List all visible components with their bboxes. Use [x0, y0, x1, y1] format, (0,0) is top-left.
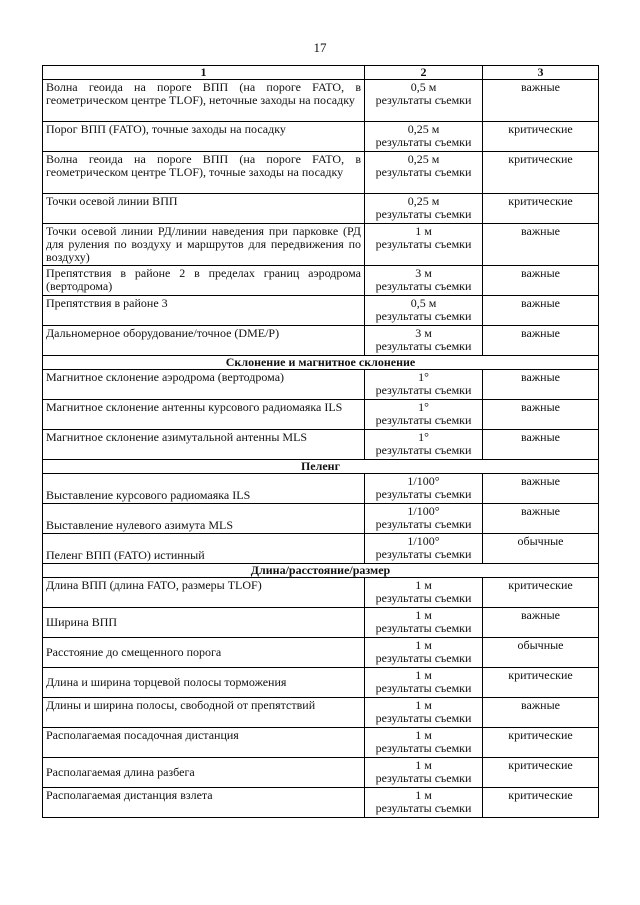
- accuracy-cell: [365, 326, 483, 356]
- integrity-cell: критические: [483, 758, 599, 788]
- accuracy-cell: [365, 266, 483, 296]
- accuracy-cell: [365, 474, 483, 504]
- accuracy-cell: [365, 194, 483, 224]
- accuracy-source: результаты съемки: [375, 237, 472, 251]
- accuracy-value: 1 м: [415, 578, 432, 592]
- parameter-cell: Располагаемая посадочная дистанция: [43, 728, 365, 758]
- integrity-cell: критические: [483, 728, 599, 758]
- integrity-cell: важные: [483, 326, 599, 356]
- table-row: [43, 224, 599, 266]
- accuracy-source: результаты съемки: [375, 651, 472, 665]
- parameter-cell: Длина ВПП (длина FATO, размеры TLOF): [43, 578, 365, 608]
- accuracy-cell: [365, 728, 483, 758]
- parameter-cell: Располагаемая дистанция взлета: [43, 788, 365, 818]
- section-title: Пеленг: [43, 460, 599, 474]
- accuracy-source: результаты съемки: [375, 487, 472, 501]
- integrity-cell: важные: [483, 266, 599, 296]
- integrity-cell: обычные: [483, 638, 599, 668]
- table-row: [43, 80, 599, 122]
- integrity-cell: важные: [483, 224, 599, 266]
- accuracy-source: результаты съемки: [375, 413, 472, 427]
- accuracy-source: результаты съемки: [375, 383, 472, 397]
- integrity-cell: критические: [483, 194, 599, 224]
- accuracy-value: 0,25 м: [407, 122, 440, 136]
- table-header-row: [43, 66, 599, 80]
- table-row: [43, 504, 599, 534]
- accuracy-cell: [365, 122, 483, 152]
- table-row: [43, 534, 599, 564]
- accuracy-source: результаты съемки: [375, 517, 472, 531]
- parameter-cell: Точки осевой линии ВПП: [43, 194, 365, 224]
- table-row: [43, 122, 599, 152]
- accuracy-source: результаты съемки: [375, 621, 472, 635]
- parameter-cell: Дальномерное оборудование/точное (DME/P): [43, 326, 365, 356]
- integrity-cell: критические: [483, 578, 599, 608]
- table-row: [43, 430, 599, 460]
- accuracy-value: 1 м: [415, 668, 432, 682]
- accuracy-source: результаты съемки: [375, 801, 472, 815]
- accuracy-source: результаты съемки: [375, 771, 472, 785]
- integrity-cell: критические: [483, 788, 599, 818]
- integrity-cell: важные: [483, 698, 599, 728]
- table-row: [43, 698, 599, 728]
- accuracy-cell: [365, 430, 483, 460]
- accuracy-value: 3 м: [415, 266, 432, 280]
- accuracy-source: результаты съемки: [375, 547, 472, 561]
- accuracy-value: 1/100°: [407, 504, 440, 518]
- table-row: [43, 296, 599, 326]
- integrity-cell: критические: [483, 668, 599, 698]
- parameter-cell: Порог ВПП (FATO), точные заходы на посадку: [43, 122, 365, 152]
- table-row: [43, 370, 599, 400]
- accuracy-source: результаты съемки: [375, 135, 472, 149]
- table-row: [43, 788, 599, 818]
- table-row: [43, 758, 599, 788]
- integrity-cell: важные: [483, 80, 599, 122]
- accuracy-value: 1 м: [415, 608, 432, 622]
- page-number: 17: [313, 40, 327, 55]
- accuracy-cell: [365, 400, 483, 430]
- accuracy-cell: [365, 504, 483, 534]
- accuracy-cell: [365, 224, 483, 266]
- parameter-cell: Располагаемая длина разбега: [43, 758, 365, 788]
- section-title: Склонение и магнитное склонение: [43, 356, 599, 370]
- table-row: [43, 400, 599, 430]
- accuracy-value: 1 м: [415, 758, 432, 772]
- parameter-cell: Магнитное склонение аэродрома (вертодрома): [43, 370, 365, 400]
- accuracy-source: результаты съемки: [375, 443, 472, 457]
- integrity-cell: важные: [483, 400, 599, 430]
- table-row: [43, 578, 599, 608]
- accuracy-source: результаты съемки: [375, 165, 472, 179]
- accuracy-source: результаты съемки: [375, 207, 472, 221]
- parameter-cell: Выставление курсового радиомаяка ILS: [43, 474, 365, 504]
- section-header-row: [43, 356, 599, 370]
- accuracy-cell: [365, 296, 483, 326]
- accuracy-cell: [365, 370, 483, 400]
- parameter-cell: Выставление нулевого азимута MLS: [43, 504, 365, 534]
- accuracy-source: результаты съемки: [375, 741, 472, 755]
- parameter-cell: Расстояние до смещенного порога: [43, 638, 365, 668]
- integrity-cell: важные: [483, 296, 599, 326]
- accuracy-cell: [365, 668, 483, 698]
- parameter-cell: Волна геоида на пороге ВПП (на пороге FATO, в геометрическом центре TLOF), точные заходы на посадку: [43, 152, 365, 194]
- table-row: [43, 194, 599, 224]
- accuracy-value: 1 м: [415, 788, 432, 802]
- accuracy-value: 1°: [418, 430, 429, 444]
- accuracy-cell: [365, 638, 483, 668]
- accuracy-source: результаты съемки: [375, 279, 472, 293]
- accuracy-value: 1°: [418, 400, 429, 414]
- accuracy-source: результаты съемки: [375, 711, 472, 725]
- accuracy-cell: [365, 698, 483, 728]
- accuracy-value: 3 м: [415, 326, 432, 340]
- integrity-cell: важные: [483, 430, 599, 460]
- table-row: [43, 728, 599, 758]
- integrity-cell: критические: [483, 152, 599, 194]
- accuracy-value: 1/100°: [407, 474, 440, 488]
- table-row: [43, 638, 599, 668]
- integrity-cell: важные: [483, 608, 599, 638]
- integrity-cell: обычные: [483, 534, 599, 564]
- parameter-cell: Пеленг ВПП (FATO) истинный: [43, 534, 365, 564]
- parameter-cell: Точки осевой линии РД/линии наведения при парковке (РД для руления по воздуху и маршрутов для передвижения по воздуху): [43, 224, 365, 266]
- accuracy-value: 1 м: [415, 224, 432, 238]
- accuracy-value: 1°: [418, 370, 429, 384]
- table-row: [43, 474, 599, 504]
- accuracy-cell: [365, 578, 483, 608]
- table-row: [43, 668, 599, 698]
- parameter-cell: Длина и ширина торцевой полосы торможения: [43, 668, 365, 698]
- accuracy-source: результаты съемки: [375, 339, 472, 353]
- parameter-cell: Магнитное склонение азимутальной антенны MLS: [43, 430, 365, 460]
- parameter-cell: Препятствия в районе 3: [43, 296, 365, 326]
- parameter-cell: Магнитное склонение антенны курсового радиомаяка ILS: [43, 400, 365, 430]
- data-table: [42, 65, 599, 818]
- accuracy-source: результаты съемки: [375, 93, 472, 107]
- accuracy-value: 0,5 м: [410, 80, 437, 94]
- accuracy-cell: [365, 608, 483, 638]
- integrity-cell: важные: [483, 474, 599, 504]
- parameter-cell: Ширина ВПП: [43, 608, 365, 638]
- accuracy-source: результаты съемки: [375, 681, 472, 695]
- accuracy-cell: [365, 152, 483, 194]
- header-col-2: 2: [365, 66, 483, 80]
- accuracy-value: 0,25 м: [407, 194, 440, 208]
- table-body: [43, 66, 599, 818]
- header-col-1: 1: [43, 66, 365, 80]
- section-title: Длина/расстояние/размер: [43, 564, 599, 578]
- integrity-cell: важные: [483, 504, 599, 534]
- accuracy-source: результаты съемки: [375, 309, 472, 323]
- accuracy-value: 1 м: [415, 698, 432, 712]
- section-header-row: [43, 564, 599, 578]
- accuracy-value: 1 м: [415, 638, 432, 652]
- accuracy-value: 1/100°: [407, 534, 440, 548]
- table-row: [43, 608, 599, 638]
- accuracy-cell: [365, 788, 483, 818]
- table-row: [43, 326, 599, 356]
- header-col-3: 3: [483, 66, 599, 80]
- accuracy-cell: [365, 80, 483, 122]
- table-row: [43, 152, 599, 194]
- integrity-cell: важные: [483, 370, 599, 400]
- parameter-cell: Препятствия в районе 2 в пределах границ аэродрома (вертодрома): [43, 266, 365, 296]
- accuracy-source: результаты съемки: [375, 591, 472, 605]
- accuracy-value: 0,5 м: [410, 296, 437, 310]
- section-header-row: [43, 460, 599, 474]
- parameter-cell: Волна геоида на пороге ВПП (на пороге FATO, в геометрическом центре TLOF), неточные заходы на посадку: [43, 80, 365, 122]
- parameter-cell: Длины и ширина полосы, свободной от препятствий: [43, 698, 365, 728]
- accuracy-cell: [365, 534, 483, 564]
- integrity-cell: критические: [483, 122, 599, 152]
- accuracy-value: 0,25 м: [407, 152, 440, 166]
- table-row: [43, 266, 599, 296]
- accuracy-value: 1 м: [415, 728, 432, 742]
- accuracy-cell: [365, 758, 483, 788]
